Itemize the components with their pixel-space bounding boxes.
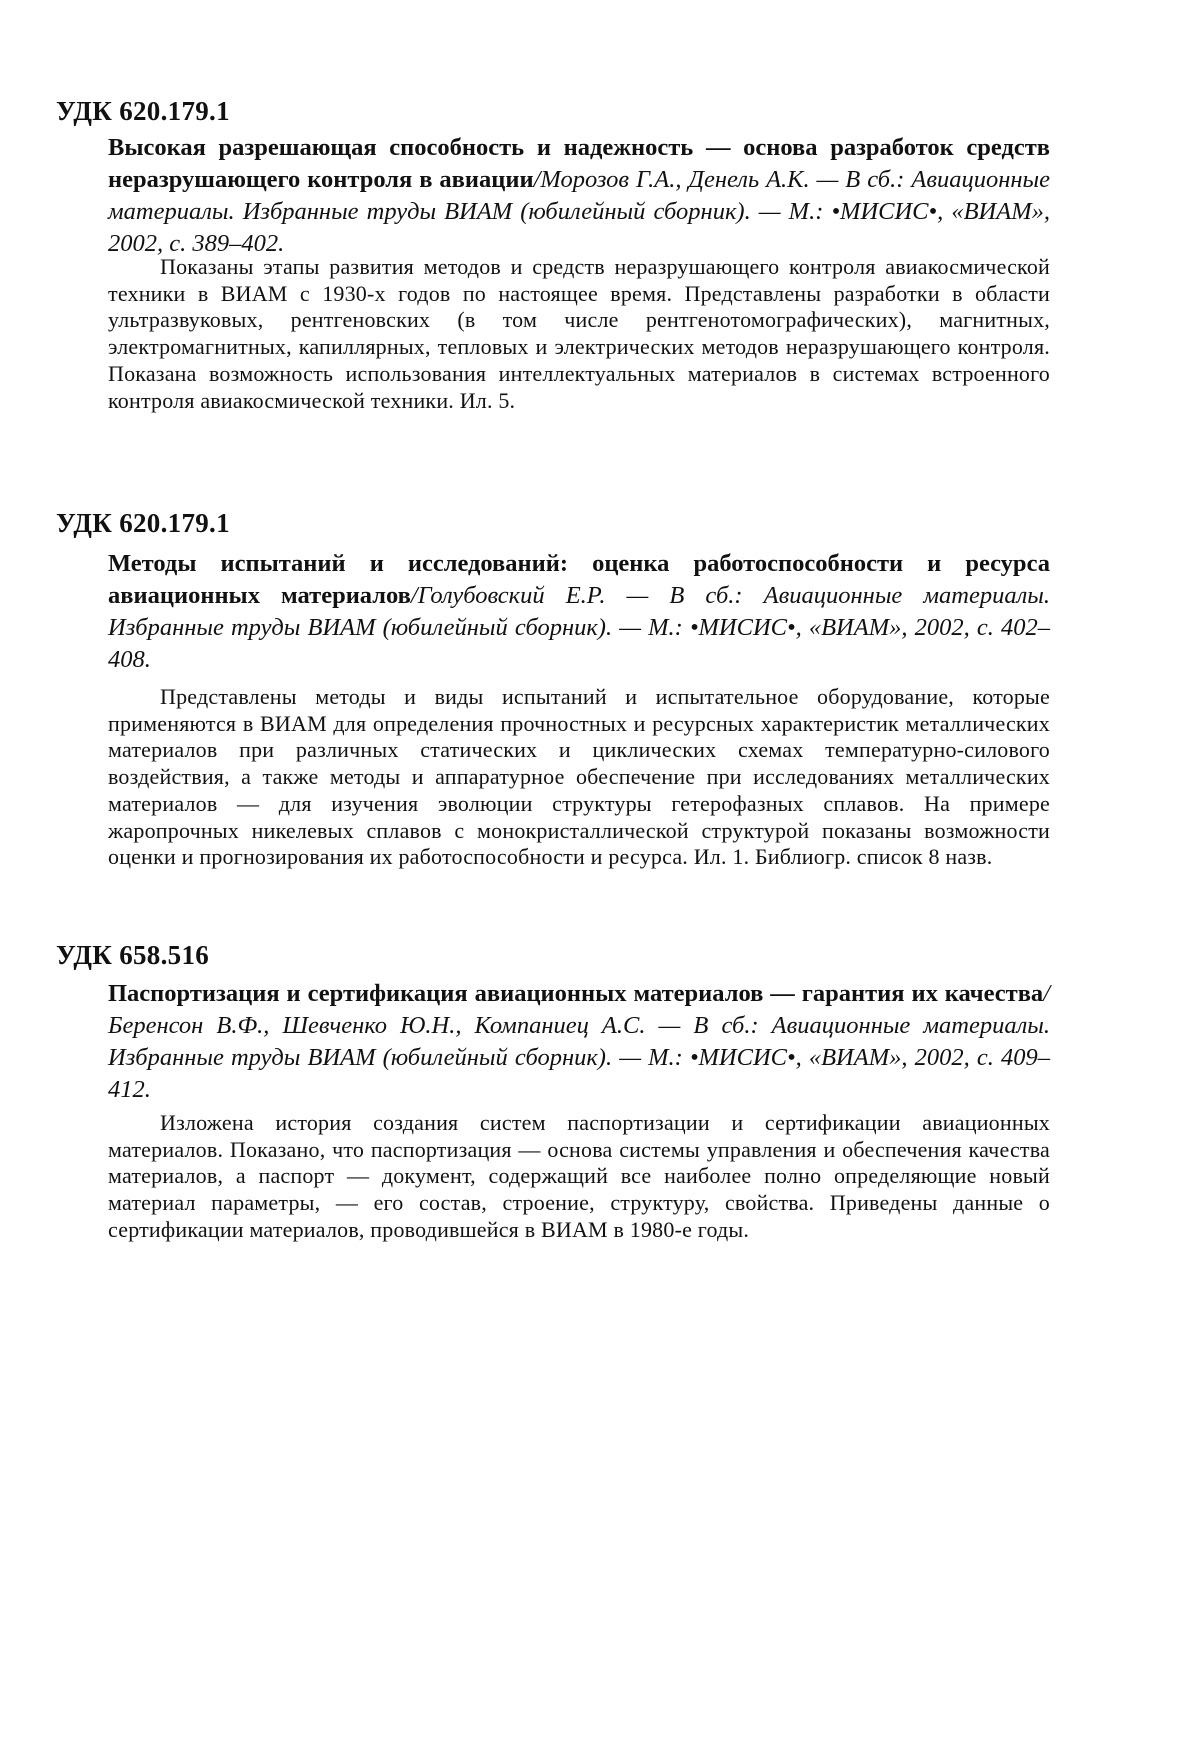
abstract: Представлены методы и виды испытаний и испытательное оборудование, которые применяются в ВИАМ для определения прочностных и ресурсных характеристик металлических материалов при различных статических и циклических схемах температурно-силового воздействия, а также методы и аппаратурное обеспечение при исследованиях металлических материалов — для изучения эволюции структуры гетерофазных сплавов. На примере жаропрочных никелевых сплавов с монокристаллической структурой показаны возможности оценки и прогнозирования их работоспособности и ресурса. Ил. 1. Библиогр. список 8 назв. [108,684,1050,870]
article-title: Паспортизация и сертификация авиационных материалов — гарантия их качества [108,980,1044,1007]
bibliographic-info: /Беренсон В.Ф., Шевченко Ю.Н., Компаниец А.С. — В сб.: Авиационные материалы. Избранные труды ВИАМ (юбилейный сборник). — М.: •МИСИС•, «ВИАМ», 2002, с. 409–412. [108,980,1050,1103]
article-title: Методы испытаний и исследований: оценка работоспособности и ресурса авиационных материалов [108,550,1050,609]
udk-code: УДК 620.179.1 [56,508,230,538]
reference [108,548,1050,676]
udk-code: УДК 620.179.1 [56,96,230,126]
bibliographic-info: /Морозов Г.А., Денель А.К. — В сб.: Авиационные материалы. Избранные труды ВИАМ (юбилейный сборник). — М.: •МИСИС•, «ВИАМ», 2002, с. 389–402. [108,166,1050,257]
reference [108,132,1050,260]
bibliographic-info: /Голубовский Е.Р. — В сб.: Авиационные материалы. Избранные труды ВИАМ (юбилейный сборник). — М.: •МИСИС•, «ВИАМ», 2002, с. 402–408. [108,582,1050,673]
reference [108,978,1050,1106]
udk-code: УДК 658.516 [56,940,210,970]
abstract: Изложена история создания систем паспортизации и сертификации авиационных материалов. Показано, что паспортизация — основа системы управления и обеспечения качества материалов, а паспорт — документ, содержащий все наиболее полно определяющие новый материал параметры, — его состав, строение, структуру, свойства. Приведены данные о сертификации материалов, проводившейся в ВИАМ в 1980-е годы. [108,1110,1050,1242]
article-title: Высокая разрешающая способность и надежность — основа разработок средств неразрушающего контроля в авиации [108,134,1050,193]
abstract: Показаны этапы развития методов и средств неразрушающего контроля авиакосмической техники в ВИАМ с 1930-х годов по настоящее время. Представлены разработки в области ультразвуковых, рентгеновских (в том числе рентгенотомографических), магнитных, электромагнитных, капиллярных, тепловых и электрических методов неразрушающего контроля. Показана возможность использования интеллектуальных материалов в системах встроенного контроля авиакосмической техники. Ил. 5. [108,254,1050,413]
